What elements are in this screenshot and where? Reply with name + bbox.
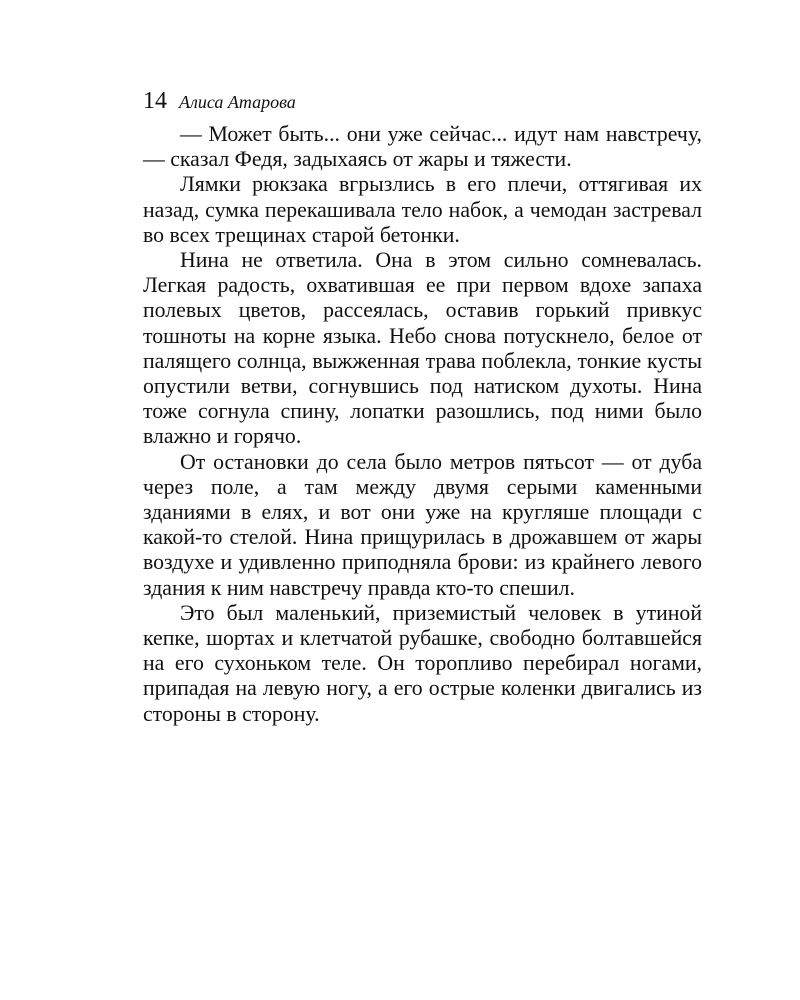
author-name: Алиса Атарова: [179, 92, 296, 112]
paragraph-5: Это был маленький, приземистый человек в утиной кепке, шортах и клетчатой рубашке, свободно болтавшейся на его сухоньком теле. Он торопливо перебирал ногами, припадая на левую ногу, а его острые коленки двигались из стороны в сторону.: [143, 600, 702, 726]
paragraph-1: — Может быть... они уже сейчас... идут нам навстречу, — сказал Федя, задыхаясь от жары и тяжести.: [143, 122, 702, 172]
running-head: [143, 88, 702, 120]
paragraph-4: От остановки до села было метров пятьсот — от дуба через поле, а там между двумя серыми каменными зданиями в елях, и вот они уже на кругляше площади с какой-то стелой. Нина прищурилась в дрожавшем от жары воздухе и удивленно приподняла брови: из крайнего левого здания к ним навстречу правда кто-то спешил.: [143, 449, 702, 600]
paragraph-3: Нина не ответила. Она в этом сильно сомневалась. Легкая радость, охватившая ее при первом вдохе запаха полевых цветов, рассеялась, оставив горький привкус тошноты на корне языка. Небо снова потускнело, белое от палящего солнца, выжженная трава поблекла, тонкие кусты опустили ветви, согнувшись под натиском духоты. Нина тоже согнула спину, лопатки разошлись, под ними было влажно и горячо.: [143, 248, 702, 449]
book-page: [143, 88, 702, 727]
paragraph-2: Лямки рюкзака вгрызлись в его плечи, оттягивая их назад, сумка перекашивала тело набок, а чемодан застревал во всех трещинах старой бетонки.: [143, 172, 702, 247]
body-text: [143, 122, 702, 727]
page-number: 14: [143, 88, 167, 114]
